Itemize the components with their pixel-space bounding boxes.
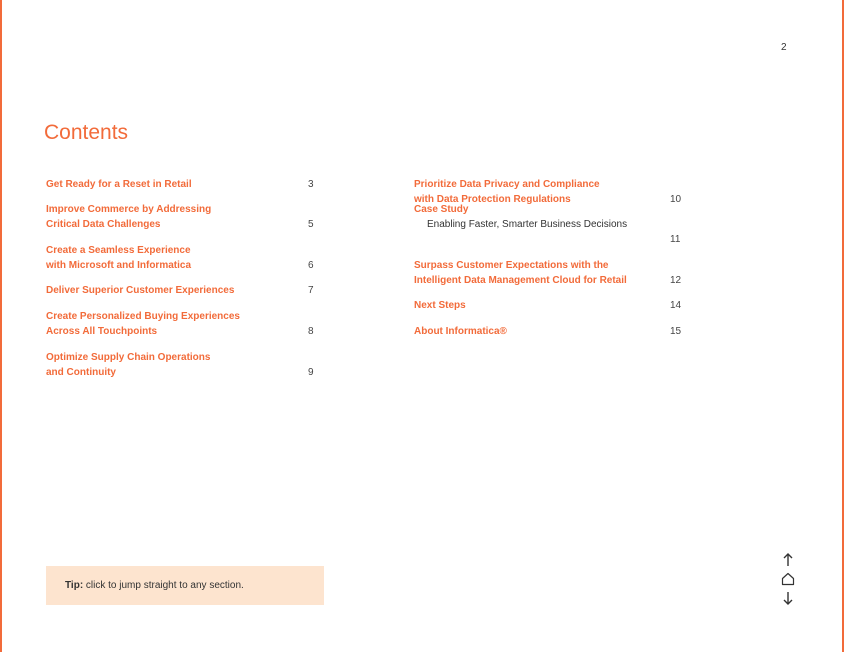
toc-item-about-informatica[interactable] [414, 319, 686, 339]
toc-item-label: Get Ready for a Reset in Retail [46, 179, 192, 190]
toc-item-supply-chain[interactable] [46, 348, 316, 380]
page-number: 2 [781, 42, 787, 53]
toc-item-label: Create a Seamless Experience with Microsoft and Informatica [46, 245, 192, 271]
toc-item-personalized-buying[interactable] [46, 307, 316, 339]
toc-item-next-steps[interactable] [414, 293, 686, 313]
toc-item-label: Improve Commerce by Addressing Critical Data Challenges [46, 204, 212, 230]
toc-item-page: 9 [308, 367, 314, 378]
left-edge-rule [0, 0, 2, 652]
tip-label: Tip: [65, 580, 84, 591]
toc-item-page: 3 [308, 179, 314, 190]
tip-box [46, 566, 324, 605]
toc-item-get-ready[interactable] [46, 172, 316, 192]
toc-item-page: 11 [670, 234, 681, 245]
arrow-down-icon[interactable] [780, 590, 796, 606]
toc-item-page: 5 [308, 219, 314, 230]
toc-item-page: 14 [670, 300, 682, 311]
toc-item-label: Next Steps [414, 300, 466, 311]
home-icon[interactable] [780, 571, 796, 587]
toc-item-page: 12 [670, 275, 682, 286]
toc-item-label: Deliver Superior Customer Experiences [46, 285, 235, 296]
toc-item-label: About Informatica® [414, 326, 507, 337]
toc-item-superior-experiences[interactable] [46, 278, 316, 298]
toc-item-improve-commerce[interactable] [46, 200, 316, 232]
toc-item-label: Surpass Customer Expectations with the Intelligent Data Management Cloud for Retail [414, 260, 627, 286]
toc-item-surpass-expectations[interactable] [414, 256, 686, 288]
toc-item-sublabel: Enabling Faster, Smarter Business Decisions [427, 219, 628, 230]
toc-item-page: 10 [670, 194, 682, 205]
toc-item-page: 15 [670, 326, 682, 337]
toc-item-label: Case Study [414, 204, 469, 215]
toc-item-label: Create Personalized Buying Experiences Across All Touchpoints [46, 311, 240, 337]
arrow-up-icon[interactable] [780, 552, 796, 568]
tip-text [65, 579, 244, 592]
toc-item-page: 7 [308, 285, 314, 296]
toc-item-page: 6 [308, 260, 314, 271]
tip-message: click to jump straight to any section. [83, 580, 244, 591]
toc-item-label: Prioritize Data Privacy and Compliance with Data Protection Regulations [414, 179, 600, 205]
toc-item-seamless-experience[interactable] [46, 241, 316, 273]
toc-item-page: 8 [308, 326, 314, 337]
toc-item-case-study[interactable] [414, 204, 686, 247]
toc-item-label: Optimize Supply Chain Operations and Continuity [46, 352, 211, 378]
page-title: Contents [44, 121, 129, 144]
